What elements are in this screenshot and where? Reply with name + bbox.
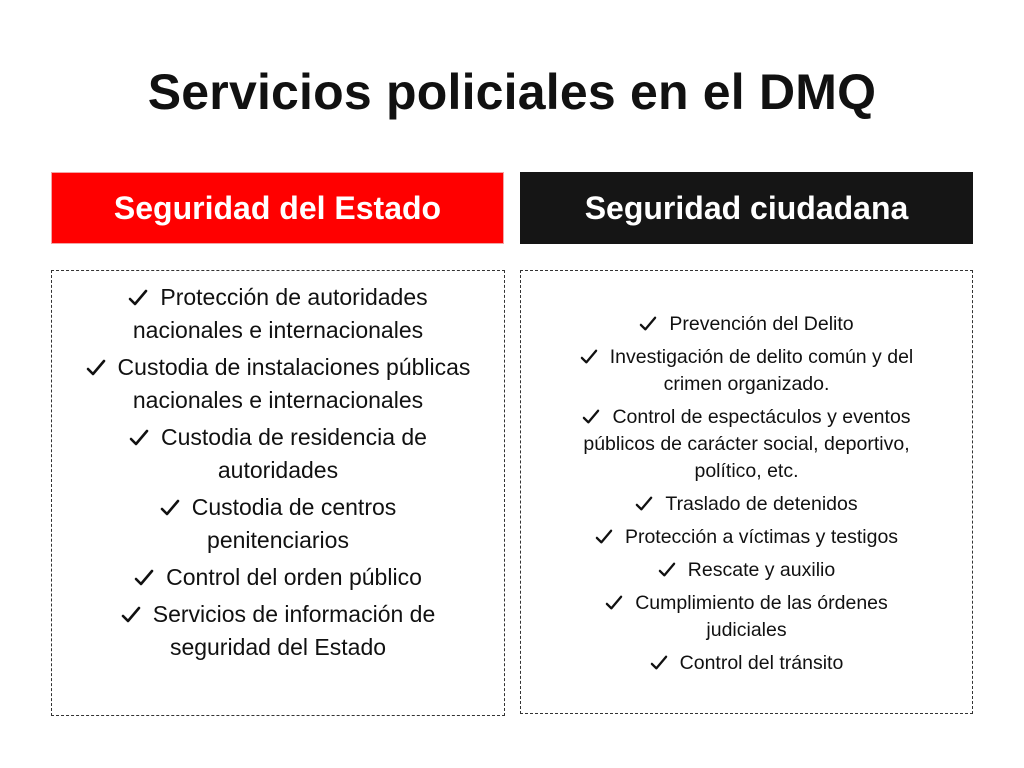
- header-seguridad-ciudadana: Seguridad ciudadana: [520, 172, 973, 244]
- list-item-text: penitenciarios: [207, 527, 349, 553]
- list-item-text: Servicios de información de: [152, 601, 436, 627]
- list-item-text: Protección a víctimas y testigos: [624, 526, 899, 548]
- checkmark-icon: [121, 598, 141, 631]
- list-item-text: Cumplimiento de las órdenes: [635, 592, 888, 614]
- checkmark-icon: [160, 491, 180, 524]
- list-item-text: Prevención del Delito: [669, 313, 854, 335]
- checkmark-icon: [639, 311, 657, 338]
- list-item: [529, 491, 964, 518]
- list-item-text: Custodia de instalaciones públicas: [117, 354, 471, 380]
- list-item: [529, 650, 964, 677]
- list-item: [62, 491, 494, 557]
- list-item-text: autoridades: [217, 457, 339, 483]
- list-item-text: Custodia de residencia de: [161, 424, 427, 450]
- list-item-text: judiciales: [706, 619, 787, 641]
- list-item-text: nacionales e internacionales: [132, 387, 424, 413]
- page-title: Servicios policiales en el DMQ: [147, 64, 877, 120]
- list-item: [529, 524, 964, 551]
- checkmark-icon: [86, 351, 106, 384]
- list-item: [529, 590, 964, 644]
- list-item-text: Rescate y auxilio: [687, 559, 836, 581]
- checkmark-icon: [134, 561, 154, 594]
- list-item: [62, 561, 494, 594]
- list-item: [529, 557, 964, 584]
- list-item-text: seguridad del Estado: [169, 634, 387, 660]
- header-seguridad-del-estado: Seguridad del Estado: [51, 172, 504, 244]
- list-item: [529, 344, 964, 398]
- list-item: [62, 598, 494, 664]
- right-list: [529, 311, 964, 677]
- checkmark-icon: [595, 524, 613, 551]
- list-item-text: públicos de carácter social, deportivo,: [583, 433, 910, 455]
- checkmark-icon: [650, 650, 668, 677]
- list-item-text: nacionales e internacionales: [132, 317, 424, 343]
- list-item-text: Custodia de centros: [191, 494, 397, 520]
- right-list-box: [520, 270, 973, 714]
- list-item-text: Control del tránsito: [679, 652, 844, 674]
- list-item-text: Traslado de detenidos: [665, 493, 858, 515]
- list-item: [62, 281, 494, 347]
- left-list: [62, 281, 494, 664]
- checkmark-icon: [658, 557, 676, 584]
- list-item-text: Protección de autoridades: [160, 284, 428, 310]
- list-item: [62, 351, 494, 417]
- checkmark-icon: [580, 344, 598, 371]
- list-item-text: Investigación de delito común y del: [609, 346, 914, 368]
- list-item: [62, 421, 494, 487]
- checkmark-icon: [129, 421, 149, 454]
- list-item-text: Control de espectáculos y eventos: [612, 406, 911, 428]
- checkmark-icon: [128, 281, 148, 314]
- list-item-text: crimen organizado.: [663, 373, 830, 395]
- list-item-text: Control del orden público: [166, 564, 422, 590]
- list-item-text: político, etc.: [694, 460, 799, 482]
- list-item: [529, 404, 964, 485]
- checkmark-icon: [605, 590, 623, 617]
- checkmark-icon: [582, 404, 600, 431]
- list-item: [529, 311, 964, 338]
- left-list-box: [51, 270, 505, 716]
- checkmark-icon: [635, 491, 653, 518]
